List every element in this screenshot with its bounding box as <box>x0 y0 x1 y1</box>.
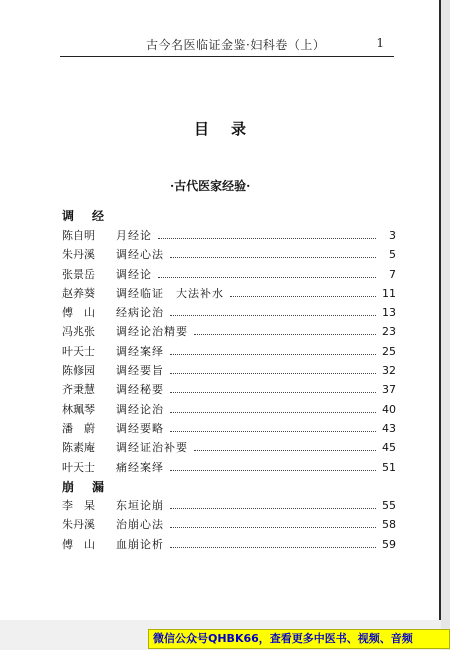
toc-entry[interactable] <box>62 304 396 323</box>
entry-title: 调经论治 <box>116 402 164 416</box>
page-edge-shadow <box>441 0 450 650</box>
toc-list-benglou <box>62 497 396 555</box>
entry-page: 58 <box>382 518 396 532</box>
entry-author: 赵养葵 <box>62 286 95 300</box>
entry-page: 45 <box>382 441 396 455</box>
entry-title: 月经论 <box>116 229 152 242</box>
entry-page: 3 <box>389 229 396 242</box>
dot-leader <box>170 527 376 528</box>
entry-author: 朱丹溪 <box>62 248 95 262</box>
toc-entry[interactable] <box>62 266 396 285</box>
toc-entry[interactable] <box>62 381 396 400</box>
entry-page: 11 <box>382 286 396 300</box>
dot-leader <box>170 354 376 355</box>
entry-title: 调经秘要 <box>116 383 164 397</box>
entry-author: 陈素庵 <box>62 441 95 455</box>
dot-leader <box>170 315 376 316</box>
entry-title: 治崩心法 <box>116 518 164 532</box>
entry-page: 5 <box>389 248 396 262</box>
entry-title: 调经论治精要 <box>116 325 188 339</box>
entry-title: 经病论治 <box>116 306 164 320</box>
entry-page: 23 <box>382 325 396 339</box>
toc-entry[interactable] <box>62 439 396 458</box>
dot-leader <box>170 392 376 393</box>
dot-leader <box>158 277 376 278</box>
toc-entry[interactable] <box>62 285 396 304</box>
toc-title: 目录 <box>194 120 269 138</box>
toc-entry[interactable] <box>62 536 396 555</box>
toc-entry[interactable] <box>62 420 396 439</box>
dot-leader <box>158 238 376 239</box>
toc-entry[interactable] <box>62 362 396 381</box>
running-head-title: 古今名医临证金鉴·妇科卷（上） <box>146 38 326 52</box>
entry-title: 痛经案绎 <box>116 460 164 474</box>
entry-title: 调经临证 大法补水 <box>116 286 224 300</box>
entry-author: 陈修园 <box>62 364 95 378</box>
toc-entry[interactable] <box>62 323 396 342</box>
entry-title: 调经证治补要 <box>116 441 188 455</box>
entry-author: 齐秉慧 <box>62 383 95 397</box>
entry-author: 冯兆张 <box>62 325 95 339</box>
entry-author: 傅 山 <box>62 306 95 320</box>
toc-entry[interactable] <box>62 246 396 265</box>
toc-list-tiaojing <box>62 227 396 478</box>
entry-page: 13 <box>382 306 396 320</box>
entry-page: 59 <box>382 537 396 551</box>
entry-title: 调经要略 <box>116 421 164 435</box>
entry-author: 潘 蔚 <box>62 421 95 435</box>
entry-author: 林珮琴 <box>62 402 95 416</box>
toc-entry[interactable] <box>62 459 396 478</box>
dot-leader <box>230 296 376 297</box>
dot-leader <box>194 450 376 451</box>
entry-title: 血崩论析 <box>116 537 164 551</box>
entry-author: 傅 山 <box>62 537 95 551</box>
dot-leader <box>170 412 376 413</box>
toc-entry[interactable] <box>62 497 396 516</box>
entry-author: 叶天士 <box>62 344 95 358</box>
entry-page: 25 <box>382 344 396 358</box>
entry-title: 调经要旨 <box>116 364 164 378</box>
entry-title: 调经心法 <box>116 248 164 262</box>
entry-author: 叶天士 <box>62 460 95 474</box>
dot-leader <box>170 547 376 548</box>
entry-page: 55 <box>382 499 396 512</box>
entry-page: 7 <box>389 267 396 281</box>
entry-page: 37 <box>382 383 396 397</box>
entry-title: 调经论 <box>116 267 152 281</box>
toc-entry[interactable] <box>62 401 396 420</box>
entry-author: 张景岳 <box>62 267 95 281</box>
section-heading-tiaojing: 调经 <box>62 209 123 223</box>
entry-author: 陈自明 <box>62 229 95 242</box>
entry-page: 43 <box>382 421 396 435</box>
toc-entry[interactable] <box>62 343 396 362</box>
entry-author: 朱丹溪 <box>62 518 95 532</box>
entry-page: 51 <box>382 460 396 474</box>
page-number: 1 <box>376 36 384 50</box>
part-title: ·古代医家经验· <box>170 179 251 193</box>
dot-leader <box>170 508 376 509</box>
entry-page: 40 <box>382 402 396 416</box>
entry-title: 调经案绎 <box>116 344 164 358</box>
entry-title: 东垣论崩 <box>116 499 164 512</box>
running-head <box>60 34 394 57</box>
dot-leader <box>170 373 376 374</box>
toc-entry[interactable] <box>62 516 396 535</box>
entry-page: 32 <box>382 364 396 378</box>
toc-entry[interactable] <box>62 227 396 246</box>
dot-leader <box>194 334 376 335</box>
dot-leader <box>170 470 376 471</box>
section-heading-benglou: 崩漏 <box>62 480 123 494</box>
entry-author: 李 杲 <box>62 499 95 512</box>
promo-banner: 微信公众号QHBK66，查看更多中医书、视频、音频 <box>148 629 450 649</box>
dot-leader <box>170 257 376 258</box>
dot-leader <box>170 431 376 432</box>
